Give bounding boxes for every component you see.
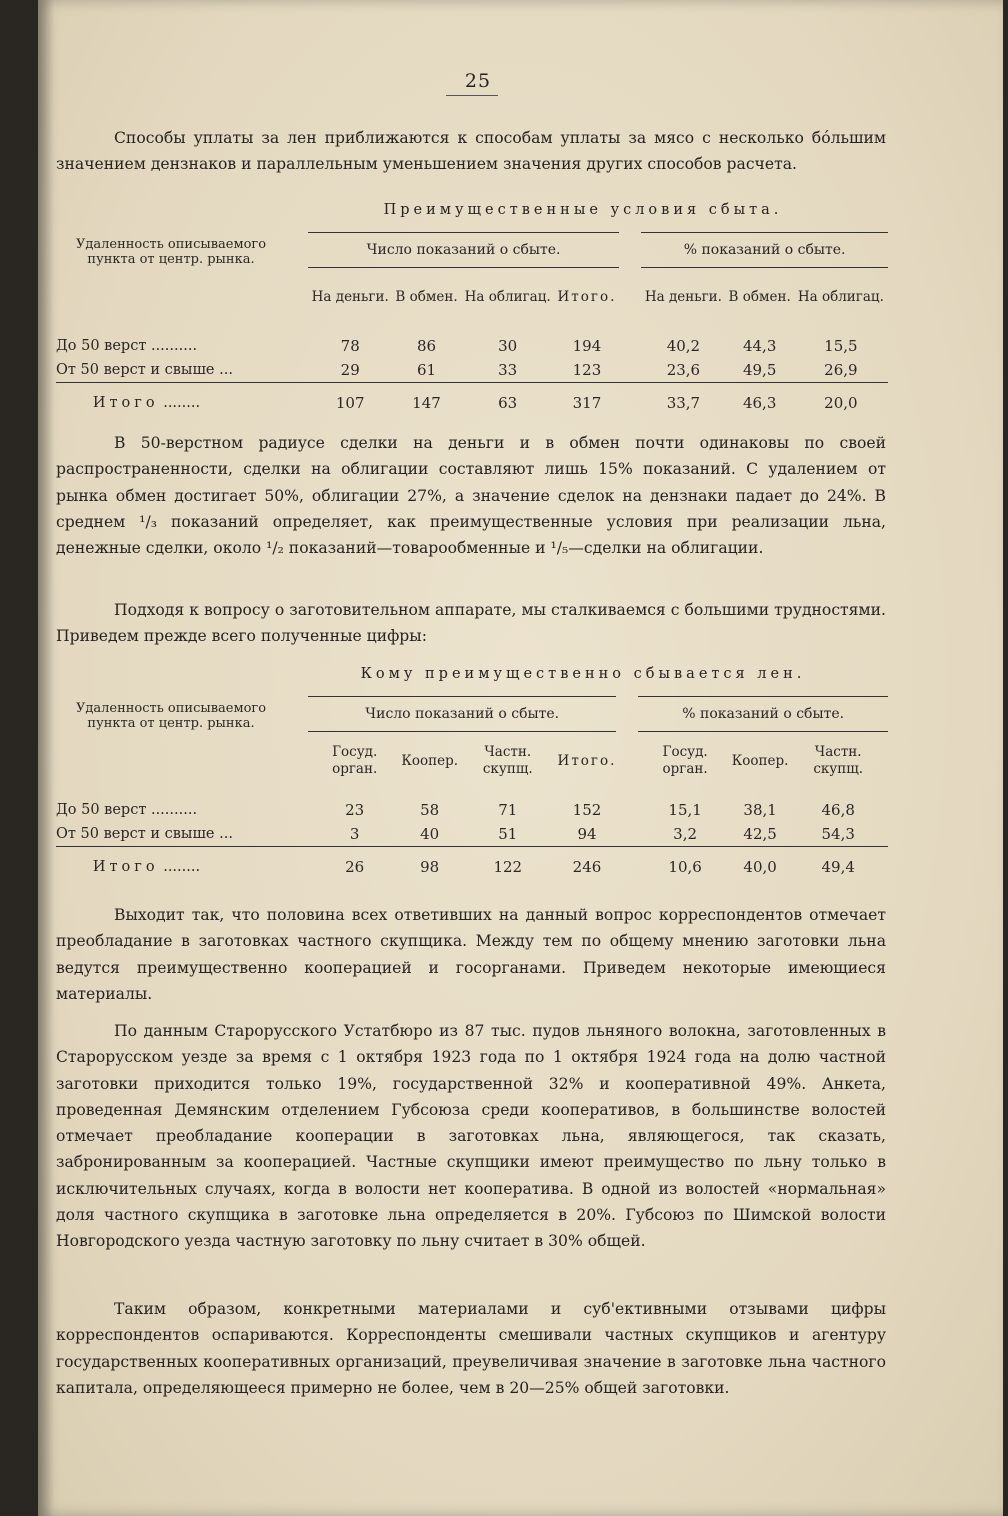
page-number: 25 <box>464 70 492 92</box>
row-label: От 50 верст и свыше ... <box>56 362 233 378</box>
table-cell: 122 <box>458 847 558 888</box>
table-cell: 317 <box>555 383 619 424</box>
table2 <box>56 696 888 887</box>
table-cell: 30 <box>498 337 518 355</box>
table2-group2-header: % показаний о сбыте. <box>638 697 888 732</box>
table2-col-header: Частн. скупщ. <box>482 744 533 777</box>
table1-col-header: Итого. <box>557 288 617 305</box>
table-cell: 94 <box>577 825 597 843</box>
paragraph-4 <box>56 902 886 1007</box>
table2-col-header: Частн. скупщ. <box>813 744 864 777</box>
table-cell: 107 <box>308 383 392 424</box>
table-cell: 40,2 <box>666 337 701 355</box>
table-cell: 246 <box>558 847 617 888</box>
page-number-rule <box>446 95 498 96</box>
table-cell: 23 <box>345 801 365 819</box>
table-cell: 26,9 <box>824 361 858 379</box>
paragraph-6-text: Таким образом, конкретными материалами и суб'ективными отзывами цифры корреспондентов оспариваются. Корреспонденты смешивали частных скупщиков и агентуру государственных кооперативных организаций, преувеличивая значение в заготовке льна частного капитала, определяющееся примерно не более, чем в 20—25% общей заготовки. <box>56 1300 886 1397</box>
table-cell: 33 <box>498 361 518 379</box>
table-cell: 152 <box>572 801 602 819</box>
paragraph-1-text: Способы уплаты за лен приближаются к способам уплаты за мясо с несколько бо́льшим значением дензнаков и параллельным уменьшением значения других способов расчета. <box>56 129 886 174</box>
table2-side-header: Удаленность описываемого пункта от центр. рынка. <box>75 700 267 731</box>
table-cell: 123 <box>572 361 602 379</box>
table2-caption: Кому преимущественно сбывается лен. <box>360 666 806 682</box>
row-label: От 50 верст и свыше ... <box>56 826 233 842</box>
table2-col-header: Итого. <box>557 752 617 769</box>
table-cell: 51 <box>498 825 518 843</box>
table-cell: 49,4 <box>788 847 888 888</box>
table-row <box>56 358 888 383</box>
table-cell: 194 <box>572 337 602 355</box>
table-cell: 147 <box>392 383 460 424</box>
table-cell: 42,5 <box>743 825 777 843</box>
table2-col-header: Госуд. орган. <box>662 744 708 777</box>
table1-col-header: На деньги. <box>311 288 389 305</box>
table-cell: 71 <box>498 801 518 819</box>
table-cell: 10,6 <box>638 847 731 888</box>
table-row <box>56 798 888 822</box>
table-row <box>56 334 888 358</box>
table-row <box>56 822 888 847</box>
table1-col-header: В обмен. <box>395 288 458 305</box>
table-cell: 15,5 <box>824 337 858 355</box>
table-cell: 78 <box>340 337 360 355</box>
table1-col-header: На деньги. <box>644 288 722 305</box>
table-cell: 49,5 <box>742 361 777 379</box>
table-cell: 38,1 <box>743 801 777 819</box>
paragraph-3 <box>56 597 886 650</box>
table1-col-header: На облигац. <box>464 288 551 305</box>
table1-group1-header: Число показаний о сбыте. <box>308 233 619 268</box>
table-cell: 98 <box>401 847 458 888</box>
table2-col-header: Коопер. <box>401 752 458 769</box>
table-cell: 46,8 <box>821 801 855 819</box>
page-fold-shadow <box>38 0 54 1516</box>
book-page <box>38 0 1003 1516</box>
paragraph-4-text: Выходит так, что половина всех ответивших на данный вопрос корреспондентов отмечает преобладание в заготовках частного скупщика. Между тем по общему мнению заготовки льна ведутся преимущественно кооперацией и госорганами. Приведем некоторые имеющиеся материалы. <box>56 906 886 1003</box>
paragraph-3-text: Подходя к вопросу о заготовительном аппарате, мы сталкиваемся с большими трудностями. Приведем прежде всего полученные цифры: <box>56 601 886 646</box>
table-cell: 23,6 <box>666 361 701 379</box>
row-label: Итого ........ <box>56 847 286 888</box>
table-cell: 29 <box>340 361 360 379</box>
paragraph-1 <box>56 125 886 178</box>
table-cell: 86 <box>416 337 437 355</box>
table-cell: 3 <box>349 825 360 843</box>
table-cell: 40,0 <box>732 847 789 888</box>
table1-col-header: На облигац. <box>797 288 884 305</box>
row-label: До 50 верст .......... <box>56 802 198 818</box>
row-label: Итого ........ <box>56 383 286 424</box>
table-cell: 15,1 <box>668 801 702 819</box>
table-cell: 20,0 <box>794 383 888 424</box>
table1-group2-header: % показаний о сбыте. <box>641 233 888 268</box>
table-cell: 26 <box>308 847 401 888</box>
row-label: До 50 верст .......... <box>56 338 198 354</box>
table-cell: 61 <box>416 361 437 379</box>
table2-group1-header: Число показаний о сбыте. <box>308 697 616 732</box>
table1-caption: Преимущественные условия сбыта. <box>383 202 783 218</box>
table-cell: 40 <box>420 825 440 843</box>
table2-col-header: Коопер. <box>731 752 789 769</box>
table-cell: 33,7 <box>641 383 725 424</box>
paragraph-6 <box>56 1296 886 1401</box>
table-cell: 44,3 <box>742 337 777 355</box>
paragraph-5-text: По данным Старорусского Устатбюро из 87 тыс. пудов льняного волокна, заготовленных в Старорусском уезде за время с 1 октября 1923 года по 1 октября 1924 года на долю частной заготовки приходится только 19%, государственной 32% и кооперативной 49%. Анкета, проведенная Демянским отделением Губсоюза среди кооперативов, в большинстве волостей отмечает преобладание кооперации в заготовках льна, являющегося, так сказать, забронированным за кооперацией. Частные скупщики имеют преимущество по льну только в исключительных случаях, когда в волости нет кооператива. В одной из волостей «нормальная» доля частного скупщика в заготовке льна определяется в 20%. Губсоюз по Шимской волости Новгородского уезда частную заготовку по льну считает в 30% общей. <box>56 1022 886 1251</box>
table-cell: 63 <box>461 383 555 424</box>
paragraph-2 <box>56 430 886 561</box>
table-total-row <box>56 847 888 888</box>
table-cell: 58 <box>420 801 440 819</box>
table-cell: 46,3 <box>726 383 794 424</box>
paragraph-5 <box>56 1018 886 1255</box>
table1-col-header: В обмен. <box>728 288 791 305</box>
table2-col-header: Госуд. орган. <box>332 744 378 777</box>
paragraph-2-text: В 50-верстном радиусе сделки на деньги и в обмен почти одинаковы по своей распространенности, сделки на облигации составляют лишь 15% показаний. С удалением от рынка обмен достигает 50%, облигации 27%, а значение сделок на дензнаки падает до 24%. В среднем ¹/₃ показаний определяет, как преимущественные условия при реализации льна, денежные сделки, около ¹/₂ показаний—товарообменные и ¹/₅—сделки на облигации. <box>56 434 886 558</box>
table1-side-header: Удаленность описываемого пункта от центр. рынка. <box>75 236 267 267</box>
table-cell: 54,3 <box>821 825 855 843</box>
table-cell: 3,2 <box>673 825 698 843</box>
table-total-row <box>56 383 888 424</box>
table1 <box>56 232 888 423</box>
